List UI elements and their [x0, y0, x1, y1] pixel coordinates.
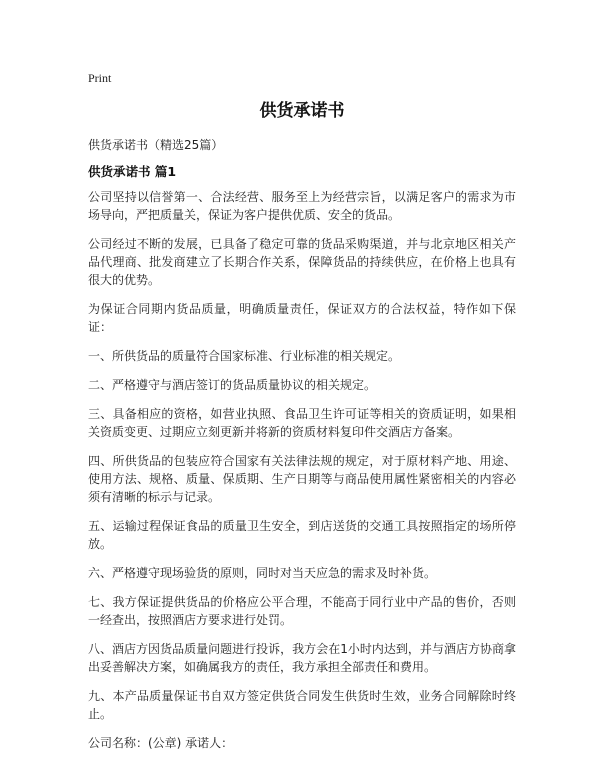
paragraph-9: 六、严格遵守现场验货的原则，同时对当天应急的需求及时补货。: [88, 566, 437, 580]
document-subtitle: 供货承诺书（精选25篇）: [88, 138, 224, 152]
document-title: 供货承诺书: [259, 101, 345, 121]
paragraph-10: 七、我方保证提供货品的价格应公平合理，不能高于同行业中产品的售价，否则一经查出，按照酒店方要求进行处罚。: [88, 595, 516, 627]
paragraph-12: 九、本产品质量保证书自双方签定供货合同发生供货时生效，业务合同解除时终止。: [88, 689, 516, 721]
section-heading: 供货承诺书 篇1: [88, 164, 177, 179]
body-paragraphs: [88, 188, 516, 723]
paragraph-7: 四、所供货品的包装应符合国家有关法律法规的规定，对于原材料产地、用途、使用方法、规格、质量、保质期、生产日期等与商品使用属性紧密相关的内容必须有清晰的标示与记录。: [88, 454, 516, 504]
paragraph-2: 公司经过不断的发展，已具备了稳定可靠的货品采购渠道，并与北京地区相关产品代理商、批发商建立了长期合作关系，保障货品的持续供应，在价格上也具有很大的优势。: [88, 237, 516, 287]
print-link[interactable]: Print: [88, 71, 112, 85]
paragraph-3: 为保证合同期内货品质量，明确质量责任，保证双方的合法权益，特作如下保证：: [88, 302, 516, 334]
paragraph-6: 三、具备相应的资格，如营业执照、食品卫生许可证等相关的资质证明，如果相关资质变更、过期应立刻更新并将新的资质材料复印件交酒店方备案。: [88, 407, 516, 439]
paragraph-1: 公司坚持以信誉第一、合法经营、服务至上为经营宗旨，以满足客户的需求为市场导向，严把质量关，保证为客户提供优质、安全的货品。: [88, 190, 516, 222]
paragraph-4: 一、所供货品的质量符合国家标准、行业标准的相关规定。: [88, 349, 401, 363]
signature-line: 公司名称：(公章) 承诺人：: [88, 736, 234, 750]
paragraph-5: 二、严格遵守与酒店签订的货品质量协议的相关规定。: [88, 378, 377, 392]
paragraph-11: 八、酒店方因货品质量问题进行投诉，我方会在1小时内达到，并与酒店方协商拿出妥善解决方案，如确属我方的责任，我方承担全部责任和费用。: [88, 642, 516, 674]
paragraph-8: 五、运输过程保证食品的质量卫生安全，到店送货的交通工具按照指定的场所停放。: [88, 519, 516, 551]
